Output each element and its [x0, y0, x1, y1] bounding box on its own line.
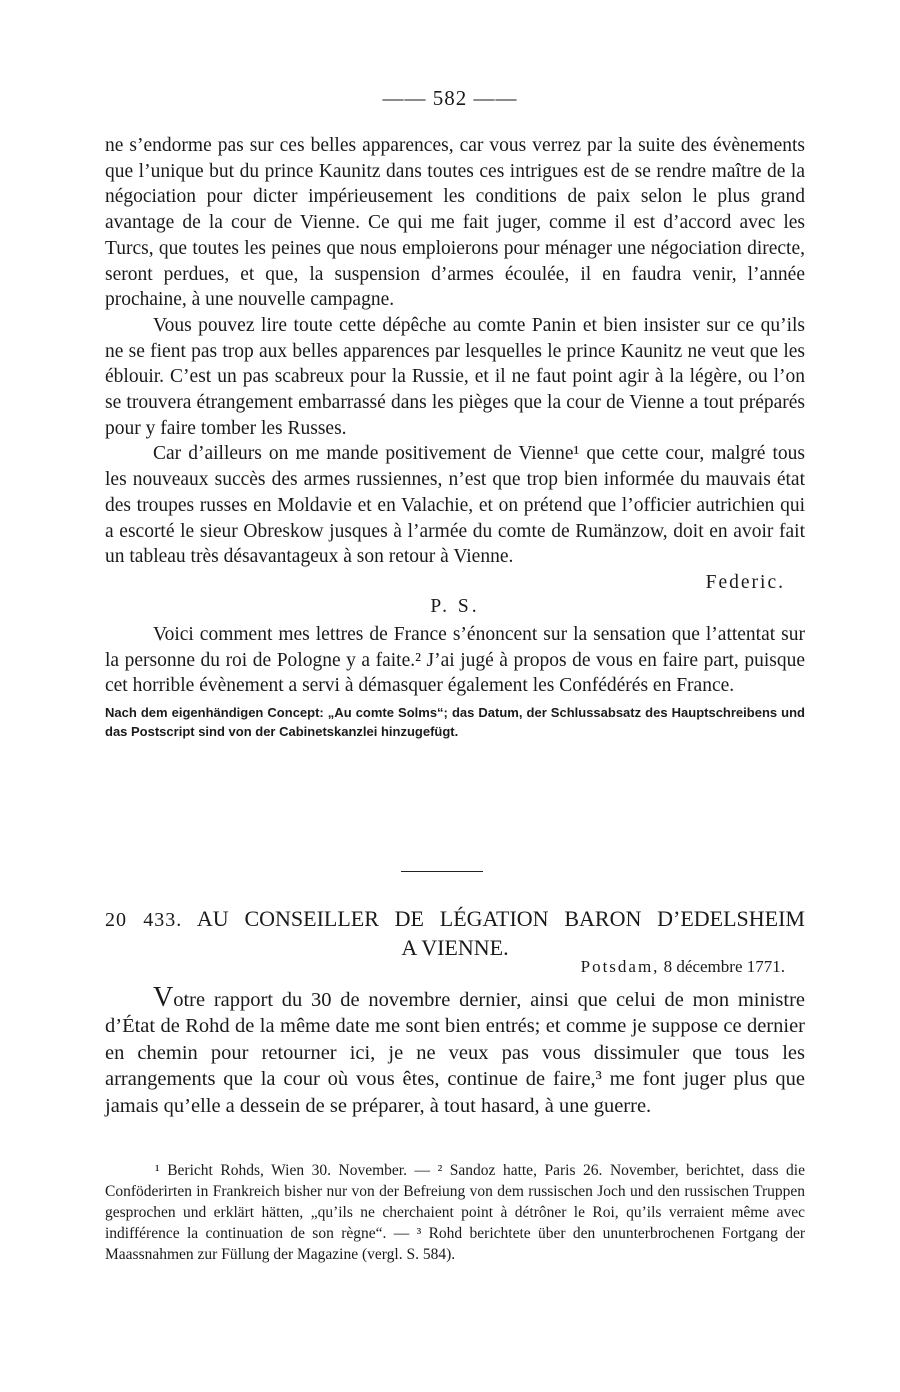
paragraph-3: [105, 441, 805, 570]
postscript-body: Voici comment mes lettres de France s’énoncent sur la sensation que l’attentat sur la personne du roi de Pologne y a faite.² J’ai jugé à propos de vous en faire part, puisque cet horrible évènement a servi à démasquer également les Confédérés en France.: [105, 623, 805, 697]
footnotes: [105, 1160, 805, 1265]
dateline: [105, 957, 785, 977]
paragraph-3-text: Car d’ailleurs on me mande positivement de Vienne¹ que cette cour, malgré tous les nouveaux succès des armes russiennes, n’est que trop bien informée du mauvais état des troupes russes en Moldavie et en Valachie, et on prétend que l’officier autrichien qui a escorté le sieur Obreskow jusques à l’armée du comte de Rumänzow, doit en avoir fait un tableau très désavantageux à son retour à Vienne.: [105, 443, 805, 568]
page-number: —— 582 ——: [382, 86, 518, 110]
letter-2-text: otre rapport du 30 de novembre dernier, ainsi que celui de mon ministre d’État de Rohd de la même date me sont bien entrés; et comme je suppose ce dernier en chemin pour retourner ici, je ne veux pas vous dissimuler que tous les arrangements que la cour où vous êtes, continue de faire,³ me font juger plus que jamais qu’elle a dessein de se préparer, à tout hasard, à une guerre.: [105, 989, 805, 1117]
addressee: AU CONSEILLER DE LÉGATION BARON D’EDELSHEIM: [196, 906, 805, 931]
source-note: Nach dem eigenhändigen Concept: „Au comte Solms“; das Datum, der Schlussabsatz des Hauptschreibens und das Postscript sind von der Cabinetskanzlei hinzugefügt.: [105, 705, 805, 740]
addressee-city: A VIENNE.: [401, 935, 509, 960]
letter-2-paragraph: [105, 982, 805, 1119]
section-divider: [401, 871, 483, 872]
letter-body: [105, 133, 805, 741]
initial-letter: V: [153, 982, 174, 1013]
footnotes-text: ¹ Bericht Rohds, Wien 30. November. — ² Sandoz hatte, Paris 26. November, berichtet, dass die Conföderirten in Frankreich bisher nur von der Befreiung von dem russischen Joch und den russischen Truppen gesprochen und erklärt hätten, „qu’ils ne cherchaient point à détrôner le Roi, qu’ils verraient même avec indifférence la continuation de son règne“. — ³ Rohd berichtete über den ununterbrochenen Fortgang der Maassnahmen zur Füllung der Magazine (vergl. S. 584).: [105, 1162, 805, 1263]
postscript-text: [105, 622, 805, 699]
letter-2-body: [105, 982, 805, 1119]
dateline-place: Potsdam,: [580, 957, 660, 976]
dateline-date: 8 décembre 1771.: [663, 957, 785, 976]
paragraph-1: ne s’endorme pas sur ces belles apparences, car vous verrez par la suite des évènements que l’unique but du prince Kaunitz dans toutes ces intrigues est de se rendre maître de la négociation pour dicter impérieusement les conditions de paix selon le plus grand avantage de la cour de Vienne. Ce qui me fait juger, comme il est d’accord avec les Turcs, que toutes les peines que nous emploierons pour ménager une négociation directe, seront perdues, et que, la suspension d’armes écoulée, il en faudra venir, l’année prochaine, à une nouvelle campagne.: [105, 135, 805, 311]
letter-number: 20 433.: [105, 909, 183, 931]
letter-heading: [105, 905, 805, 961]
paragraph-2-text: Vous pouvez lire toute cette dépêche au comte Panin et bien insister sur ce qu’ils ne se fient pas trop aux belles apparences par lesquelles le prince Kaunitz ne veut que les éblouir. C’est un pas scabreux pour la Russie, et il ne faut point agir à la légère, ou l’on se trouvera étrangement embarrassé dans les pièges que la cour de Vienne a tout préparés pour y faire tomber les Russes.: [105, 314, 805, 439]
paragraph-2: [105, 313, 805, 442]
signature: Federic.: [705, 571, 785, 593]
letter-heading-line1: [105, 905, 805, 934]
postscript-heading: P. S.: [430, 595, 480, 617]
